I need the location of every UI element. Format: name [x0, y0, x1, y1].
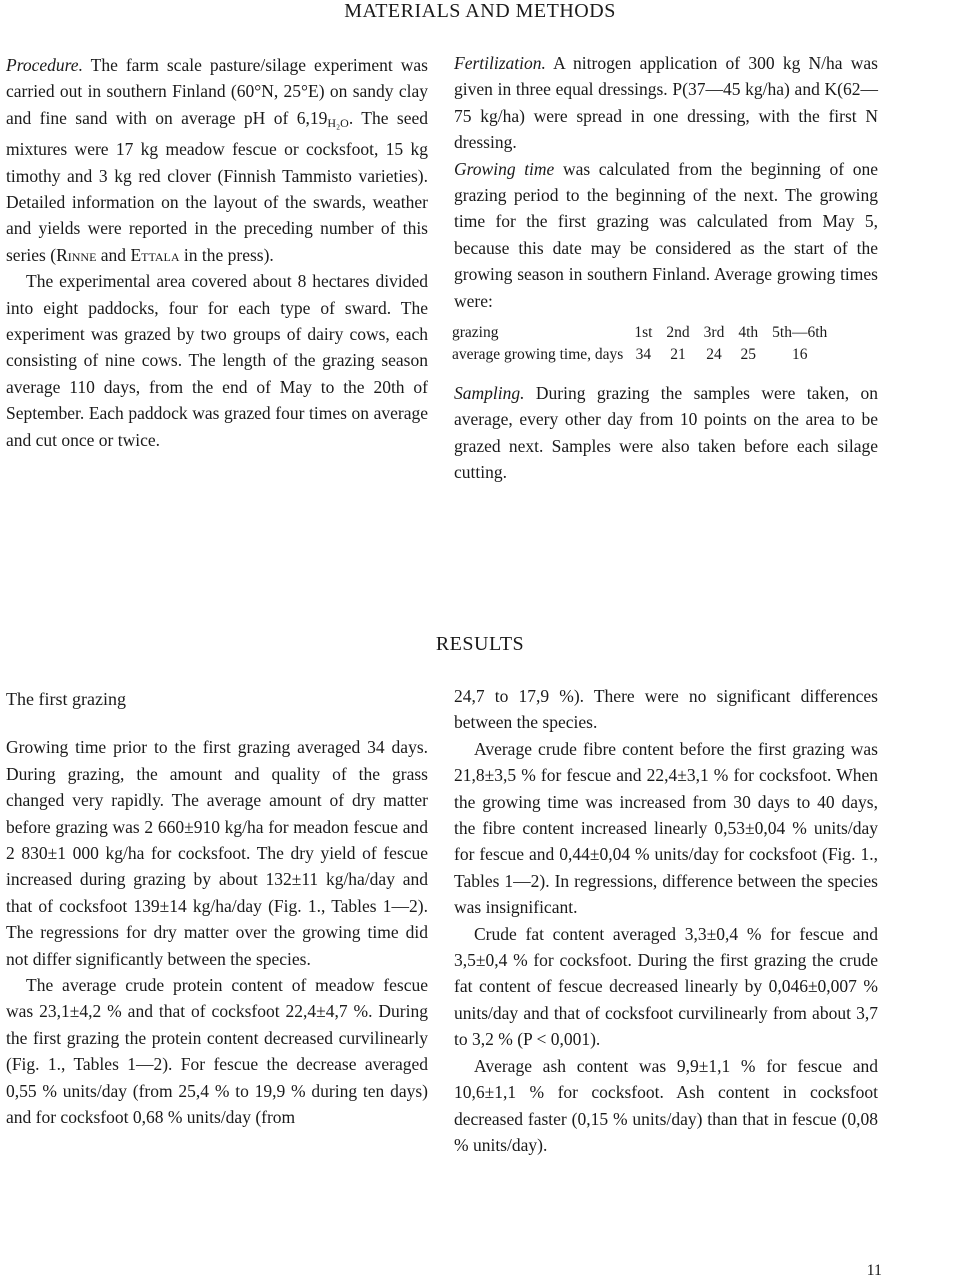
- results-paragraph: Crude fat content averaged 3,3±0,4 % for fescue and 3,5±0,4 % for cocksfoot. During the first grazing the crude fat content of fescue decreased linearly by 0,046±0,007 % units/day and that of cocksfoot curvilinearly from about 3,7 to 3,2 % (P < 0,001).: [454, 923, 878, 1050]
- methods-left-column: [6, 52, 428, 453]
- table-cell: 24: [706, 346, 722, 364]
- table-header: 4th: [738, 324, 759, 342]
- fertilization-text: A nitrogen application of 300 kg N/ha was given in three equal dressings. P(37—45 kg/ha) and K(62—75 kg/ha) were spread in one dressing, with the first N dressing.: [454, 53, 878, 153]
- results-left-column: [6, 686, 428, 1131]
- results-paragraph: Average ash content was 9,9±1,1 % for fescue and 10,6±1,1 % for cocksfoot. Ash content in cocksfoot decreased faster (0,15 % units/day) than that in fescue (0,08 % units/day).: [454, 1055, 878, 1155]
- table-cell: 16: [791, 346, 808, 364]
- page-number: 11: [866, 1262, 882, 1279]
- author-rinne: Rinne: [56, 244, 97, 265]
- procedure-text-3: and: [96, 244, 131, 265]
- fertilization-paragraph: [454, 50, 878, 156]
- table-row-label: average growing time, days: [452, 346, 624, 364]
- subheading-first-grazing: The first grazing: [6, 689, 126, 709]
- table-header: 1st: [634, 324, 653, 342]
- results-paragraph: The average crude protein content of meadow fescue was 23,1±4,2 % and that of cocksfoot 22,4±4,7 %. During the first grazing the protein content decreased curvilinearly (Fig. 1., Tables 1—2). For fescue the decrease averaged 0,55 % units/day (from 25,4 % to 19,9 % during ten days) and for cocksfoot 0,68 % units/day (from: [6, 975, 428, 1128]
- table-cell: 34: [635, 346, 652, 364]
- sampling-paragraph: [454, 380, 878, 486]
- methods-right-column: [454, 50, 878, 486]
- results-right-column: [454, 683, 878, 1158]
- table-row: [452, 322, 834, 344]
- table-header: 5th—6th: [772, 324, 828, 342]
- fertilization-label: Fertilization.: [454, 53, 546, 73]
- table-header: 3rd: [703, 324, 725, 342]
- table-row: [452, 344, 834, 366]
- results-paragraph: 24,7 to 17,9 %). There were no significant differences between the species.: [454, 686, 878, 733]
- table-row-label: grazing: [452, 324, 499, 342]
- ph-subscript: H₂O: [327, 115, 349, 130]
- results-paragraph: Average crude fibre content before the first grazing was 21,8±3,5 % for fescue and 22,4±3,1 % for cocksfoot. When the growing time was increased from 30 days to 40 days, the fibre content increased linearly 0,53±0,04 % units/day for fescue and 0,44±0,04 % units/day for cocksfoot (Fig. 1., Tables 1—2). In regressions, difference between the species was insignificant.: [454, 738, 878, 918]
- author-ettala: Ettala: [130, 244, 180, 265]
- table-cell: 25: [740, 346, 756, 364]
- growing-time-table: [452, 322, 834, 366]
- procedure-text-4: in the press).: [179, 244, 274, 265]
- growing-time-paragraph: [454, 156, 878, 314]
- section-title-methods: MATERIALS AND METHODS: [344, 0, 616, 22]
- procedure-text: The farm scale pasture/silage experiment was carried out in southern Finland (60°N, 25°E) on sandy clay and fine sand with on average pH of 6,19: [6, 55, 428, 128]
- sampling-text: During grazing the samples were taken, on average, every other day from 10 points on the area to be grazed next. Samples were also taken before each silage cutting.: [454, 383, 878, 483]
- section-title-results: RESULTS: [435, 633, 525, 655]
- table-cell: 21: [670, 346, 686, 364]
- table-header: 2nd: [666, 324, 690, 342]
- sampling-label: Sampling.: [454, 383, 525, 404]
- results-paragraph: Growing time prior to the first grazing averaged 34 days. During grazing, the amount and quality of the grass changed very rapidly. The average amount of dry matter before grazing was 2 660±910 kg/ha for meadon fescue and 2 830±1 000 kg/ha for cocksfoot. The dry yield of fescue increased during grazing by about 132±11 kg/ha/day and that of cocksfoot 139±14 kg/ha/day (Fig. 1., Tables 1—2). The regressions for dry matter over the growing time did not differ significantly between the species.: [6, 737, 428, 969]
- growing-time-text: was calculated from the beginning of one grazing period to the beginning of the next. The growing time for the first grazing was calculated from May 5, because this date may be considered as the start of the growing season in southern Finland. Average growing times were:: [454, 158, 878, 311]
- procedure-paragraph: [6, 52, 428, 268]
- area-paragraph: The experimental area covered about 8 hectares divided into eight paddocks, four for each type of sward. The experiment was grazed by two groups of dairy cows, each consisting of nine cows. The length of the grazing season average 110 days, from the end of May to the 20th of September. Each paddock was grazed four times on average and cut once or twice.: [6, 271, 428, 450]
- procedure-label: Procedure.: [6, 55, 83, 75]
- procedure-text-2: . The seed mixtures were 17 kg meadow fescue or cocksfoot, 15 kg timothy and 3 kg red clover (Finnish Tammisto varieties). Detailed information on the layout of the swards, weather and yields were reported in the preceding number of this series (: [6, 107, 428, 265]
- growing-time-label: Growing time: [454, 158, 555, 179]
